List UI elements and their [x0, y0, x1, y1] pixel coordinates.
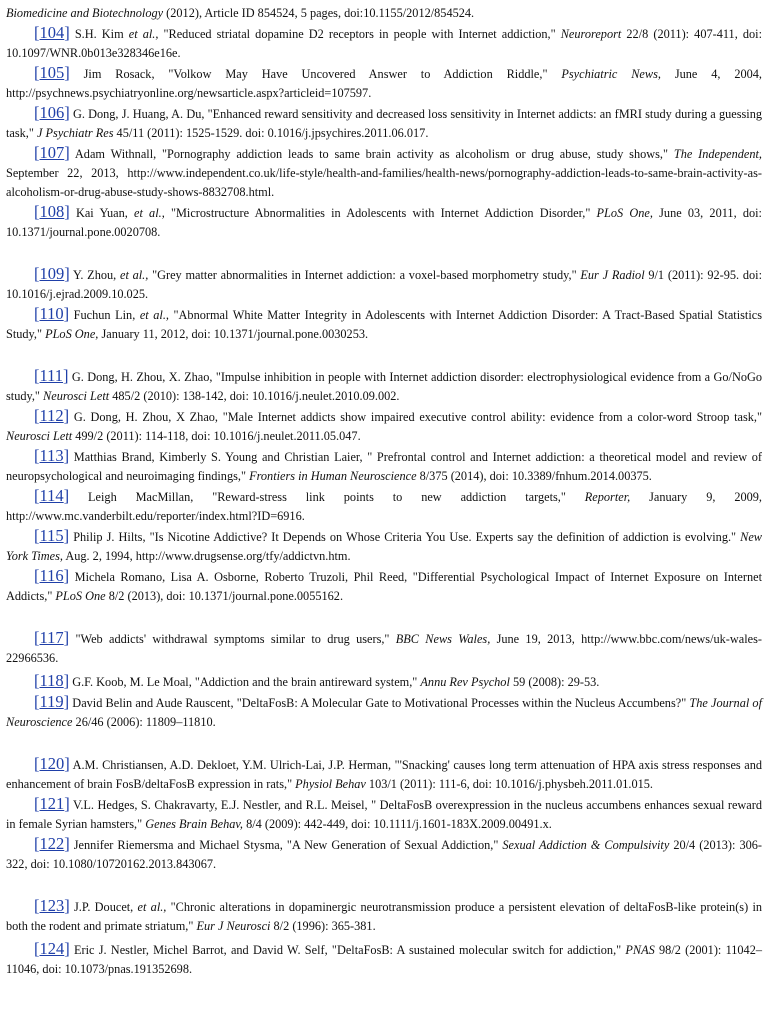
- citation-text: "Reduced striatal dopamine D2 receptors in people with Internet addiction,": [158, 27, 561, 41]
- citation-text: 8/2 (1996): 365-381.: [270, 919, 376, 933]
- citation-text: 103/1 (2011): 111-6, doi: 10.1016/j.physbeh.2011.01.015.: [365, 777, 653, 791]
- citation-text: 8/4 (2009): 442-449, doi: 10.1111/j.1601-183X.2009.00491.x.: [243, 817, 552, 831]
- citation-text: 22/8 (2011): 407-411, doi: 10.1097/WNR.0b013e328346e16e.: [6, 27, 762, 60]
- citation-text: Adam Withnall, "Pornography addiction leads to same brain activity as alcoholism or drug abuse, study shows,": [69, 147, 674, 161]
- citation-text: J.P. Doucet,: [69, 900, 138, 914]
- citation-text: A.M. Christiansen, A.D. Dekloet, Y.M. Ulrich-Lai, J.P. Herman, "'Snacking' causes long term attenuation of HPA axis stress responses and enhancement of brain FosB/deltaFosB expression in rats,": [6, 758, 762, 791]
- reference-number-link[interactable]: [ 123 ]: [34, 896, 70, 915]
- reference-entry-110: [6, 304, 762, 344]
- citation-text: Aug. 2, 1994, http://www.drugsense.org/tfy/addictvn.htm.: [62, 549, 351, 563]
- reference-number-link[interactable]: [ 120 ]: [34, 754, 70, 773]
- reference-list: [6, 4, 762, 979]
- reference-entry-112: [6, 406, 762, 446]
- reference-number-link[interactable]: [ 106 ]: [34, 103, 70, 122]
- reference-entry-124: [6, 939, 762, 979]
- citation-text: Leigh MacMillan, "Reward-stress link points to new addiction targets,": [69, 490, 585, 504]
- citation-title-italic: Eur J Radiol: [580, 268, 645, 282]
- citation-title-italic: Eur J Neurosci: [196, 919, 271, 933]
- reference-entry-108: [6, 202, 762, 242]
- reference-entry-117: [6, 628, 762, 668]
- reference-entry-115: [6, 526, 762, 566]
- citation-title-italic: Neurosci Lett: [6, 429, 73, 443]
- citation-text: "Microstructure Abnormalities in Adolescents with Internet Addiction Disorder,": [164, 206, 597, 220]
- citation-title-italic: BBC News Wales,: [395, 632, 491, 646]
- citation-text: Kai Yuan,: [69, 206, 134, 220]
- reference-entry-107: [6, 143, 762, 202]
- citation-title-italic: The Journal of Neuroscience: [6, 696, 762, 729]
- citation-text: Matthias Brand, Kimberly S. Young and Christian Laier, " Prefrontal control and Internet addiction: a theoretical model and review of neuropsychological and neuroimaging findings,": [6, 450, 762, 483]
- citation-text: June 03, 2011, doi: 10.1371/journal.pone.0020708.: [6, 206, 762, 239]
- citation-title-italic: PNAS: [625, 943, 655, 957]
- citation-text: 8/2 (2013), doi: 10.1371/journal.pone.0055162.: [105, 589, 344, 603]
- citation-title-italic: Psychiatric News,: [561, 67, 661, 81]
- citation-title-italic: Genes Brain Behav,: [145, 817, 244, 831]
- citation-title-italic: et al.,: [139, 308, 169, 322]
- reference-entry-111: [6, 366, 762, 406]
- citation-text: 20/4 (2013): 306-322, doi: 10.1080/10720162.2013.843067.: [6, 838, 762, 871]
- citation-text: June 19, 2013, http://www.bbc.com/news/uk-wales-22966536.: [6, 632, 762, 665]
- citation-title-italic: PLoS One,: [596, 206, 653, 220]
- citation-text: 499/2 (2011): 114-118, doi: 10.1016/j.neulet.2011.05.047.: [72, 429, 361, 443]
- citation-text: "Grey matter abnormalities in Internet addiction: a voxel-based morphometry study,": [148, 268, 581, 282]
- reference-entry-continued: [6, 4, 762, 23]
- citation-title-italic: Biomedicine and Biotechnology: [6, 6, 164, 20]
- citation-title-italic: Neuroreport: [560, 27, 622, 41]
- citation-title-italic: Reporter,: [584, 490, 631, 504]
- reference-entry-120: [6, 754, 762, 794]
- reference-number-link[interactable]: [ 114 ]: [34, 486, 69, 505]
- reference-entry-118: [6, 671, 762, 692]
- citation-title-italic: Sexual Addiction & Compulsivity: [502, 838, 670, 852]
- citation-text: 26/46 (2006): 11809–11810.: [72, 715, 216, 729]
- citation-text: G. Dong, H. Zhou, X Zhao, "Male Internet addicts show impaired executive control ability: evidence from a color-word Stroop task,": [69, 410, 762, 424]
- citation-text: 8/375 (2014), doi: 10.3389/fnhum.2014.00375.: [416, 469, 652, 483]
- citation-text: (2012), Article ID 854524, 5 pages, doi:10.1155/2012/854524.: [163, 6, 475, 20]
- reference-entry-122: [6, 834, 762, 874]
- reference-entry-105: [6, 63, 762, 103]
- citation-text: G.F. Koob, M. Le Moal, "Addiction and the brain antireward system,": [69, 675, 421, 689]
- citation-text: Michela Romano, Lisa A. Osborne, Roberto Truzoli, Phil Reed, "Differential Psychological Impact of Internet Exposure on Internet Addicts,": [6, 570, 762, 603]
- reference-number-link[interactable]: [ 116 ]: [34, 566, 69, 585]
- citation-text: "Chronic alterations in dopaminergic neurotransmission produce a persistent elevation of deltaFosB-like protein(s) in both the rodent and primate striatum,": [6, 900, 763, 933]
- citation-text: 98/2 (2001): 11042–11046, doi: 10.1073/pnas.191352698.: [6, 943, 762, 976]
- citation-title-italic: et al.,: [128, 27, 159, 41]
- reference-number-link[interactable]: [ 121 ]: [34, 794, 70, 813]
- citation-title-italic: et al.,: [137, 900, 167, 914]
- citation-text: David Belin and Aude Rauscent, "DeltaFosB: A Molecular Gate to Motivational Processes within the Nucleus Accumbens?": [69, 696, 690, 710]
- reference-number-link[interactable]: [ 111 ]: [34, 366, 69, 385]
- citation-title-italic: Annu Rev Psychol: [420, 675, 510, 689]
- citation-title-italic: Physiol Behav: [295, 777, 366, 791]
- reference-number-link[interactable]: [ 107 ]: [34, 143, 70, 162]
- reference-number-link[interactable]: [ 117 ]: [34, 628, 69, 647]
- citation-text: "Web addicts' withdrawal symptoms similar to drug users,": [69, 632, 396, 646]
- reference-entry-114: [6, 486, 762, 526]
- citation-title-italic: Frontiers in Human Neuroscience: [249, 469, 417, 483]
- citation-text: January 9, 2009, http://www.mc.vanderbilt.edu/reporter/index.html?ID=6916.: [6, 490, 762, 523]
- citation-title-italic: et al.,: [119, 268, 149, 282]
- citation-text: Fuchun Lin,: [69, 308, 140, 322]
- citation-text: Philip J. Hilts, "Is Nicotine Addictive? It Depends on Whose Criteria You Use. Experts say the definition of addiction is evolving.": [69, 530, 741, 544]
- reference-number-link[interactable]: [ 124 ]: [34, 939, 70, 958]
- citation-text: S.H. Kim: [69, 27, 129, 41]
- citation-text: 59 (2008): 29-53.: [509, 675, 600, 689]
- reference-number-link[interactable]: [ 108 ]: [34, 202, 70, 221]
- citation-text: Jennifer Riemersma and Michael Stysma, "A New Generation of Sexual Addiction,": [69, 838, 503, 852]
- citation-text: 9/1 (2011): 92-95. doi: 10.1016/j.ejrad.2009.10.025.: [6, 268, 763, 301]
- citation-title-italic: et al.,: [133, 206, 165, 220]
- citation-text: G. Dong, J. Huang, A. Du, "Enhanced reward sensitivity and decreased loss sensitivity in Internet addicts: an fMRI study during a guessing task,": [6, 107, 762, 140]
- reference-number-link[interactable]: [ 109 ]: [34, 264, 70, 283]
- citation-text: Y. Zhou,: [69, 268, 120, 282]
- reference-number-link[interactable]: [ 122 ]: [34, 834, 70, 853]
- reference-entry-123: [6, 896, 762, 936]
- reference-number-link[interactable]: [ 119 ]: [34, 692, 69, 711]
- reference-entry-109: [6, 264, 762, 304]
- reference-number-link[interactable]: [ 113 ]: [34, 446, 69, 465]
- reference-entry-113: [6, 446, 762, 486]
- reference-entry-104: [6, 23, 762, 63]
- reference-number-link[interactable]: [ 118 ]: [34, 671, 69, 690]
- reference-entry-121: [6, 794, 762, 834]
- citation-title-italic: New York Times,: [6, 530, 762, 563]
- citation-title-italic: PLoS One: [55, 589, 106, 603]
- citation-text: Eric J. Nestler, Michel Barrot, and David W. Self, "DeltaFosB: A sustained molecular switch for addiction,": [69, 943, 626, 957]
- citation-text: V.L. Hedges, S. Chakravarty, E.J. Nestler, and R.L. Meisel, " DeltaFosB overexpression in the nucleus accumbens enhances sexual reward in female Syrian hamsters,": [6, 798, 762, 831]
- citation-text: G. Dong, H. Zhou, X. Zhao, "Impulse inhibition in people with Internet addiction disorder: electrophysiological evidence from a Go/NoGo study,": [6, 370, 762, 403]
- reference-number-link[interactable]: [ 115 ]: [34, 526, 69, 545]
- reference-number-link[interactable]: [ 112 ]: [34, 406, 69, 425]
- reference-number-link[interactable]: [ 105 ]: [34, 63, 70, 82]
- citation-title-italic: Neurosci Lett: [43, 389, 110, 403]
- citation-text: January 11, 2012, doi: 10.1371/journal.pone.0030253.: [98, 327, 369, 341]
- citation-text: September 22, 2013, http://www.independent.co.uk/life-style/health-and-families/health-news/pornography-addiction-leads-to-same-brain-activity-as-alcoholism-or-drug-abuse-study-shows-8832708.html.: [6, 166, 762, 199]
- reference-entry-119: [6, 692, 762, 732]
- citation-title-italic: PLoS One,: [45, 327, 99, 341]
- reference-number-link[interactable]: [ 104 ]: [34, 23, 70, 42]
- citation-text: "Abnormal White Matter Integrity in Adolescents with Internet Addiction Disorder: A Tract-Based Spatial Statistics Study,": [6, 308, 762, 341]
- citation-text: Jim Rosack, "Volkow May Have Uncovered Answer to Addiction Riddle,": [69, 67, 562, 81]
- citation-text: June 4, 2004, http://psychnews.psychiatryonline.org/newsarticle.aspx?articleid=107597.: [6, 67, 762, 100]
- citation-text: 45/11 (2011): 1525-1529. doi: 0.1016/j.jpsychires.2011.06.017.: [113, 126, 429, 140]
- citation-title-italic: The Independent,: [673, 147, 762, 161]
- reference-entry-116: [6, 566, 762, 606]
- reference-entry-106: [6, 103, 762, 143]
- citation-title-italic: J Psychiatr Res: [36, 126, 114, 140]
- citation-text: 485/2 (2010): 138-142, doi: 10.1016/j.neulet.2010.09.002.: [109, 389, 400, 403]
- reference-number-link[interactable]: [ 110 ]: [34, 304, 69, 323]
